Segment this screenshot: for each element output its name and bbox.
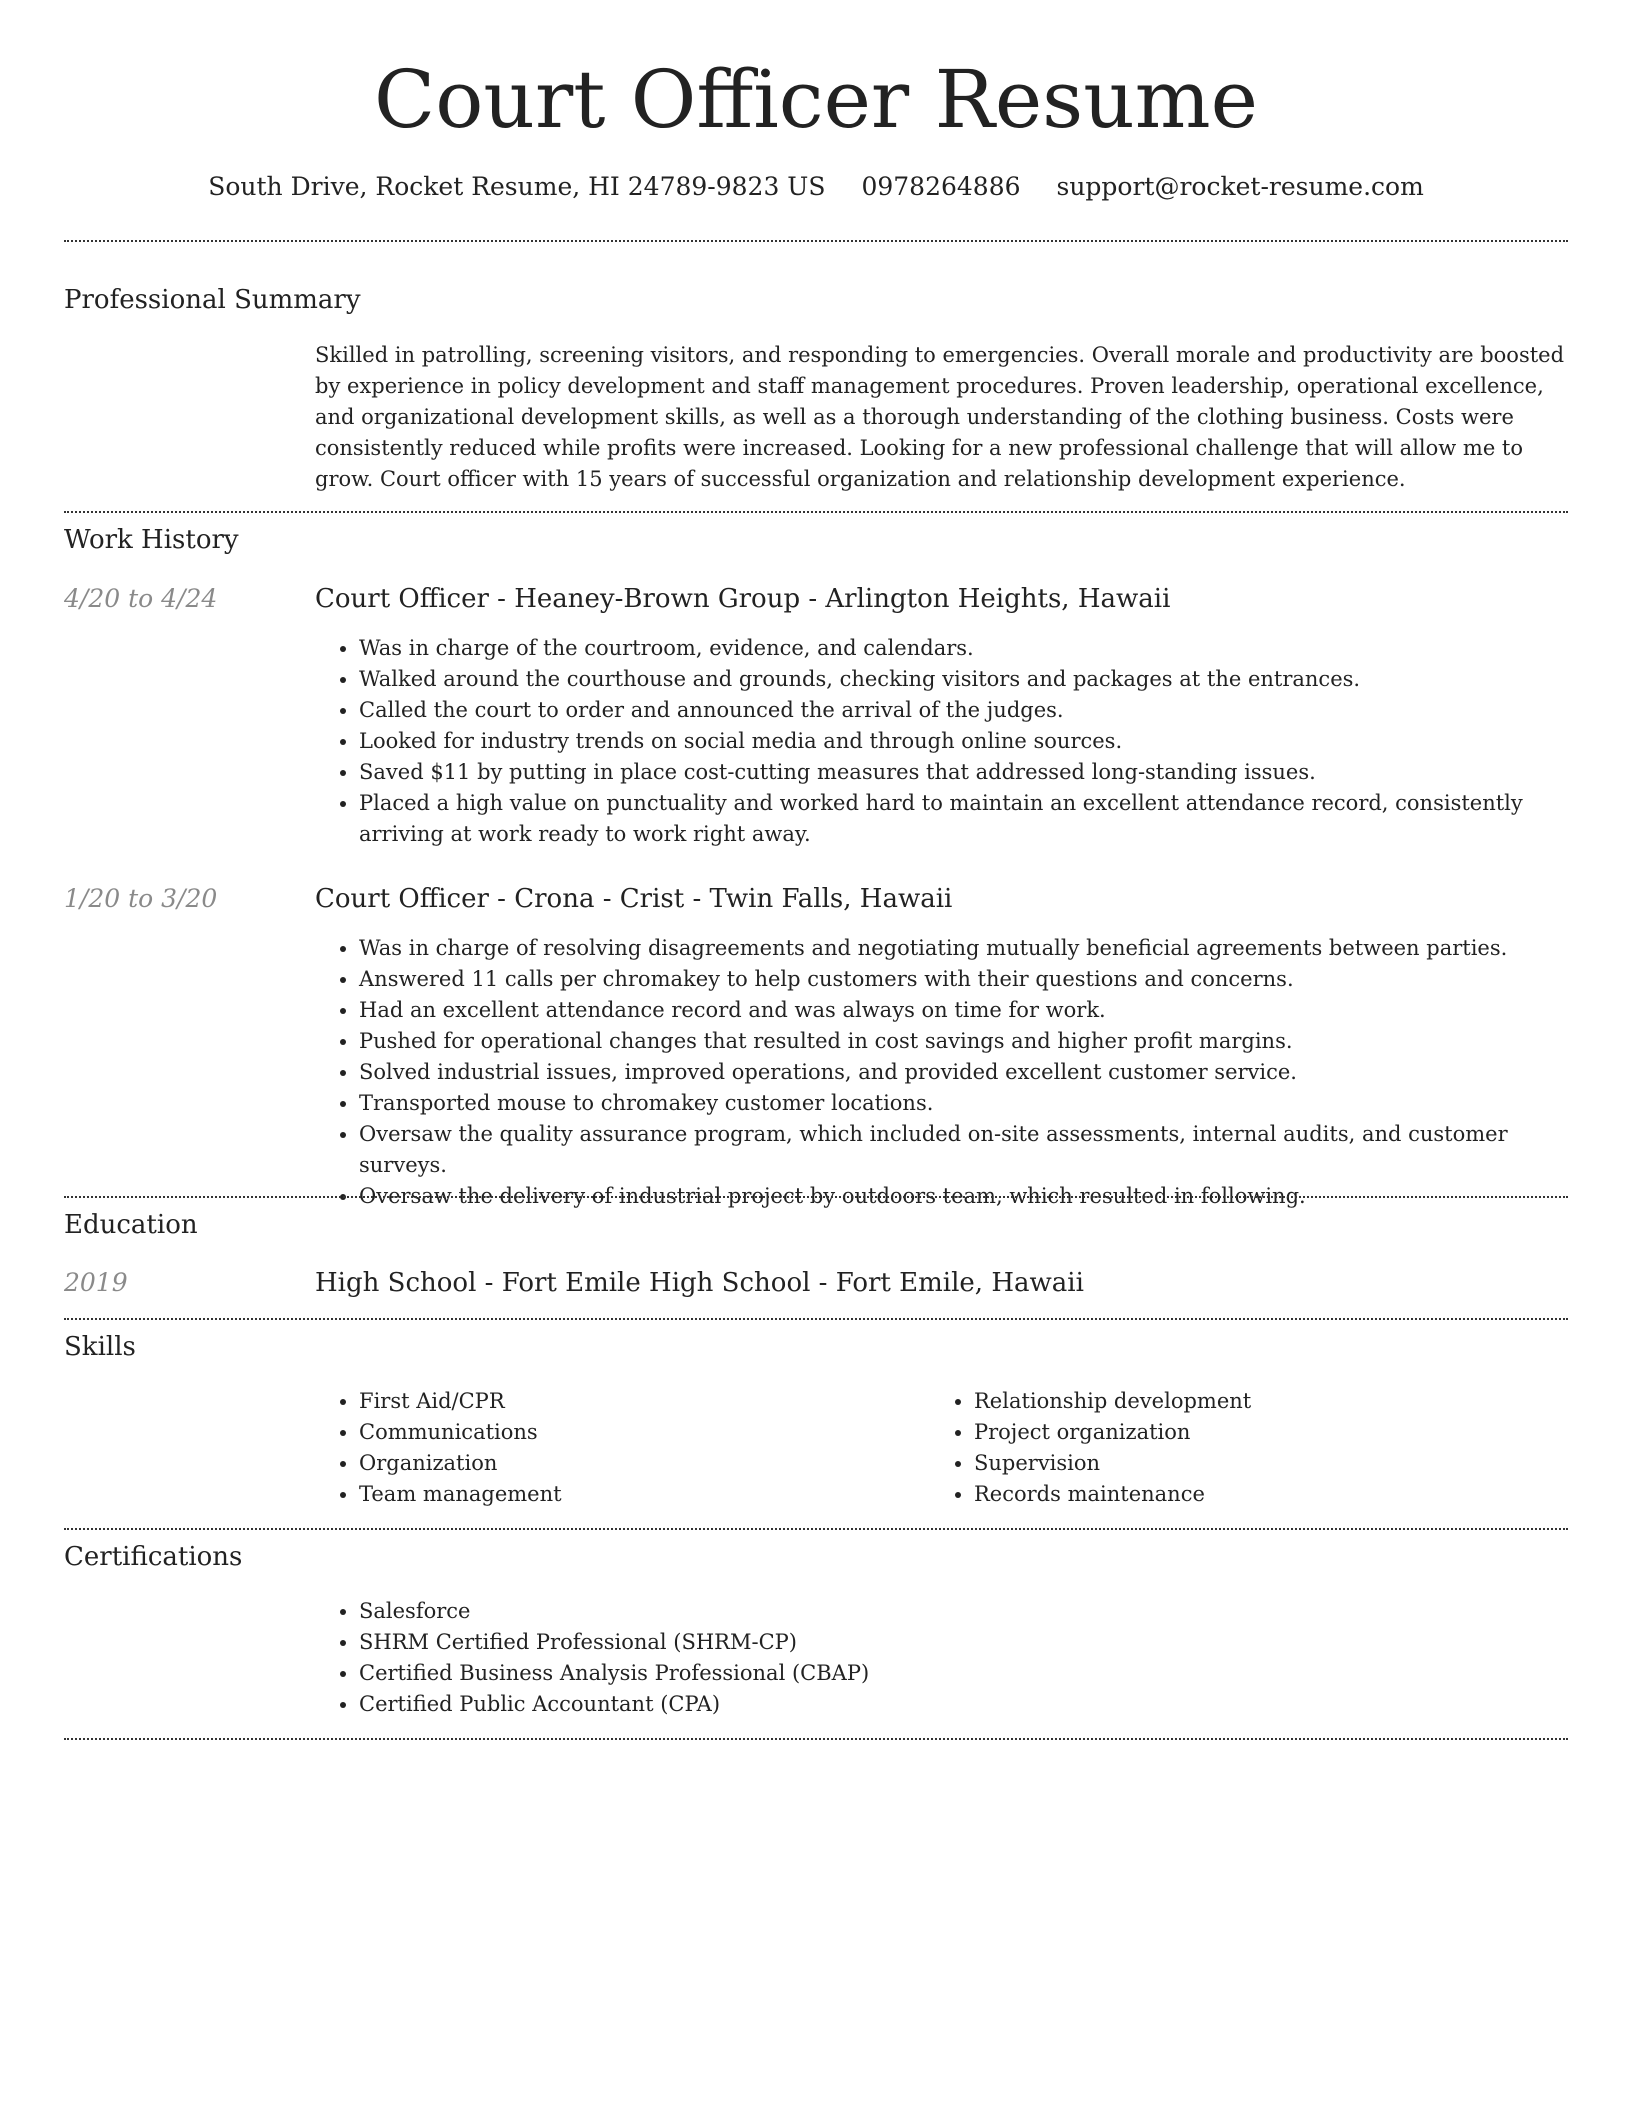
job-duty-item: • Oversaw the quality assurance program, which included on-site assessments, internal audits, and customer surveys. (359, 1119, 1565, 1181)
job-duty-item: • Walked around the courthouse and grounds, checking visitors and packages at the entrances. (359, 664, 1565, 695)
job-dates: 1/20 to 3/20 (64, 884, 218, 913)
job-duties-list (315, 933, 1565, 1212)
job-duty-item: • Called the court to order and announced the arrival of the judges. (359, 695, 1565, 726)
job-duty-item: • Saved $11 by putting in place cost-cutting measures that addressed long-standing issues. (359, 757, 1565, 788)
skill-item: • Communications (359, 1417, 915, 1448)
section-divider (64, 511, 1568, 513)
job-duty-item: • Was in charge of resolving disagreements and negotiating mutually beneficial agreements between parties. (359, 933, 1565, 964)
certifications-list (315, 1596, 1565, 1720)
certifications-heading: Certifications (64, 1542, 243, 1572)
job-duty-item: • Transported mouse to chromakey customer locations. (359, 1088, 1565, 1119)
skill-item: • Team management (359, 1479, 915, 1510)
job-dates: 4/20 to 4/24 (64, 584, 218, 613)
skills-list-right (930, 1386, 1530, 1510)
summary-text: Skilled in patrolling, screening visitors, and responding to emergencies. Overall morale and productivity are boosted by experience in policy development and staff management procedures. Proven leadership, operational excellence, and organizational development skills, as well as a thorough understanding of the clothing business. Costs were consistently reduced while profits were increased. Looking for a new professional challenge that will allow me to grow. Court officer with 15 years of successful organization and relationship development experience. (315, 343, 1565, 491)
contact-line (64, 170, 1568, 204)
work-history-heading: Work History (64, 525, 239, 555)
job-title: Court Officer - Heaney-Brown Group - Arlington Heights, Hawaii (315, 584, 1171, 614)
certification-item: • Certified Public Accountant (CPA) (359, 1689, 1565, 1720)
section-divider (64, 1318, 1568, 1320)
certification-item: • SHRM Certified Professional (SHRM-CP) (359, 1627, 1565, 1658)
job-duty-item: • Looked for industry trends on social media and through online sources. (359, 726, 1565, 757)
job-duty-item: • Was in charge of the courtroom, evidence, and calendars. (359, 633, 1565, 664)
job-duty-item: • Had an excellent attendance record and was always on time for work. (359, 995, 1565, 1026)
contact-email: support@rocket-resume.com (1056, 172, 1424, 201)
skill-item: • Project organization (974, 1417, 1530, 1448)
skill-item: • Supervision (974, 1448, 1530, 1479)
job-duty-item: • Answered 11 calls per chromakey to help customers with their questions and concerns. (359, 964, 1565, 995)
section-divider (64, 1528, 1568, 1530)
resume-title: Court Officer Resume (374, 53, 1258, 146)
education-heading: Education (64, 1210, 198, 1240)
skill-item: • First Aid/CPR (359, 1386, 915, 1417)
section-divider (64, 1738, 1568, 1740)
certification-item: • Salesforce (359, 1596, 1565, 1627)
summary-heading: Professional Summary (64, 285, 361, 315)
education-title: High School - Fort Emile High School - Fort Emile, Hawaii (315, 1268, 1084, 1298)
skill-item: • Records maintenance (974, 1479, 1530, 1510)
contact-phone: 0978264886 (861, 172, 1021, 201)
section-divider (64, 1196, 1568, 1198)
job-duty-item: • Oversaw the delivery of industrial project by outdoors team, which resulted in following. (359, 1181, 1565, 1212)
education-year: 2019 (64, 1268, 128, 1297)
job-duty-item: • Pushed for operational changes that resulted in cost savings and higher profit margins. (359, 1026, 1565, 1057)
certification-item: • Certified Business Analysis Professional (CBAP) (359, 1658, 1565, 1689)
job-duty-item: • Solved industrial issues, improved operations, and provided excellent customer service. (359, 1057, 1565, 1088)
skill-item: • Organization (359, 1448, 915, 1479)
contact-address: South Drive, Rocket Resume, HI 24789-9823 US (208, 172, 826, 201)
job-title: Court Officer - Crona - Crist - Twin Falls, Hawaii (315, 884, 953, 914)
skills-list-left (315, 1386, 915, 1510)
section-divider (64, 240, 1568, 242)
job-duties-list (315, 633, 1565, 850)
skills-heading: Skills (64, 1332, 136, 1362)
skill-item: • Relationship development (974, 1386, 1530, 1417)
job-duty-item: • Placed a high value on punctuality and worked hard to maintain an excellent attendance record, consistently arriving at work ready to work right away. (359, 788, 1565, 850)
